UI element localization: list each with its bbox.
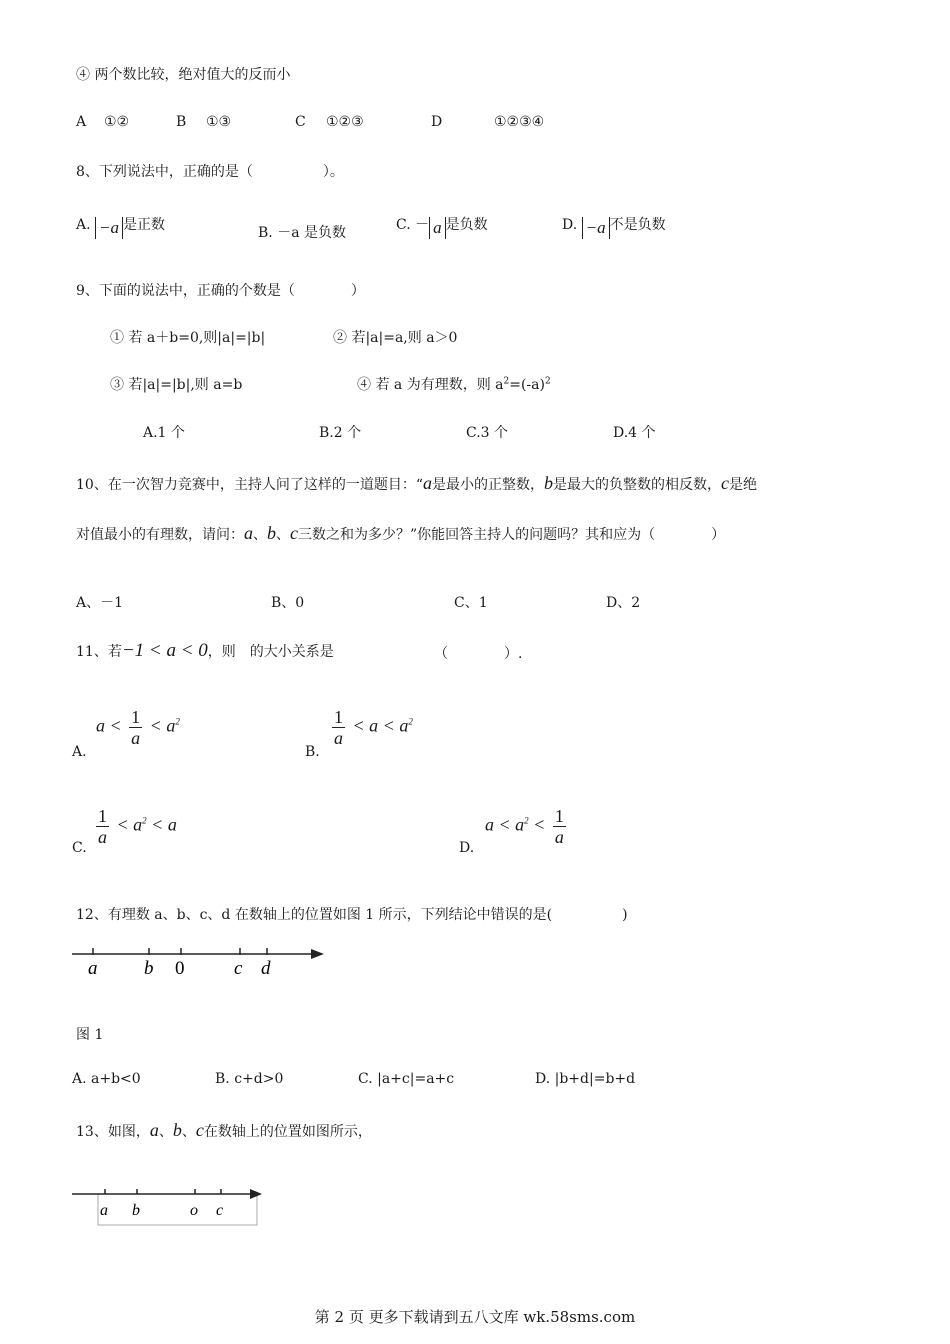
- q13-label-b: b: [132, 1202, 140, 1219]
- q12-label-c: c: [234, 958, 243, 979]
- q12-option-b: B. c+d>0: [215, 1071, 284, 1087]
- q11-c-lt2: <: [151, 814, 164, 835]
- q7-option-d-letter: D: [431, 114, 443, 130]
- q12-label-0: 0: [175, 958, 185, 979]
- q8-option-c-expression: a: [429, 217, 446, 239]
- q13-stem-pre: 13、如图，: [76, 1124, 150, 1140]
- q10-line1-part-b: 是最小的正整数，: [431, 477, 544, 493]
- q13-sep-1: 、: [158, 1124, 173, 1140]
- q11-d-fraction: [553, 806, 566, 847]
- q11-d-var2: a: [515, 814, 525, 835]
- q11-a-frac-num: 1: [131, 707, 141, 727]
- q13-var-b: b: [172, 1120, 182, 1140]
- q11-b-frac-num: 1: [334, 707, 343, 727]
- q10-line1-part-c: 是最大的负整数的相反数，: [552, 477, 721, 493]
- q8-option-a-prefix: A.: [76, 217, 91, 233]
- q8-option-d-expression: −a: [582, 217, 610, 239]
- q8-option-a-expression: −a: [95, 217, 123, 239]
- q10-sep-2: 、: [276, 527, 290, 543]
- q12-label-a: a: [88, 958, 98, 979]
- q9-statement-4-exp2: 2: [544, 376, 551, 387]
- q10-line1-part-a: 10、在一次智力竞赛中，主持人问了这样的一道题目：“: [76, 477, 423, 493]
- q11-stem-pre: 11、若: [76, 644, 122, 660]
- q11-b-exp: 2: [408, 716, 413, 727]
- q7-option-a-value: ①②: [104, 114, 130, 130]
- q9-option-b: B.2 个: [319, 425, 362, 441]
- q8-option-c-suffix: 是负数: [445, 217, 488, 233]
- q11-d-var: a: [485, 814, 494, 835]
- q7-option-b-letter: B: [176, 114, 187, 130]
- q10-var-b: b: [543, 473, 553, 493]
- q11-option-a-expression: [96, 707, 180, 748]
- q10-var-c: c: [720, 473, 729, 493]
- q11-c-lt1: <: [116, 814, 129, 835]
- q13-number-line-figure: [68, 1182, 268, 1228]
- q9-statement-4-mid: =(-a): [509, 377, 545, 393]
- q13-label-a: a: [100, 1202, 108, 1219]
- q11-a-fraction: [129, 707, 142, 748]
- q10-line-2: [76, 523, 725, 544]
- q9-statement-4-pre: ④ 若 a 为有理数，则 a: [357, 377, 504, 393]
- q11-paren: （ ）.: [434, 646, 523, 662]
- q12-label-d: d: [261, 958, 271, 979]
- q9-statement-4: [357, 374, 551, 394]
- q10-option-a: A、－1: [76, 595, 124, 611]
- q8-option-a-suffix: 是正数: [123, 217, 165, 233]
- q11-d-exp: 2: [524, 815, 529, 826]
- q13-stem: [76, 1120, 372, 1141]
- q11-stem: [76, 640, 334, 662]
- q7-option-c-value: ①②③: [326, 114, 364, 130]
- q11-option-c-expression: [93, 806, 177, 847]
- q11-c-fraction: [96, 806, 109, 847]
- q11-d-frac-num: 1: [554, 806, 564, 826]
- q12-option-a: A. a+b<0: [72, 1071, 141, 1087]
- q8-stem: 8、下列说法中，正确的是（ ）。: [76, 164, 344, 180]
- q10-option-b: B、0: [271, 595, 305, 611]
- q12-number-line-figure: [68, 942, 330, 982]
- q11-a-var: a: [96, 715, 105, 736]
- q10-line2-part-b: 三数之和为多少？”你能回答主持人的问题吗？其和应为（ ）: [298, 527, 726, 543]
- q11-b-var2: a: [399, 715, 409, 736]
- q7-option-a-letter: A: [76, 114, 87, 130]
- q11-a-frac-den: a: [131, 728, 141, 748]
- q7-option-c-letter: C: [295, 114, 306, 130]
- q10-line-1: [76, 473, 757, 494]
- q13-var-c: c: [195, 1120, 204, 1140]
- q10-option-c: C、1: [454, 595, 488, 611]
- q10-var-b-2: b: [267, 523, 276, 543]
- q13-sep-2: 、: [181, 1124, 196, 1140]
- q11-c-frac-num: 1: [98, 806, 107, 826]
- q11-b-fraction: [332, 707, 345, 748]
- q12-stem: 12、有理数 a、b、c、d 在数轴上的位置如图 1 所示，下列结论中错误的是( ): [76, 907, 628, 923]
- q9-option-c: C.3 个: [466, 425, 509, 441]
- q12-figure-caption: 图 1: [76, 1027, 104, 1043]
- q10-option-d: D、2: [606, 595, 641, 611]
- q11-a-exp: 2: [175, 716, 180, 727]
- q11-c-var: a: [133, 814, 143, 835]
- q11-d-lt1: <: [498, 814, 511, 835]
- q11-d-lt2: <: [533, 814, 546, 835]
- q9-statement-3: ③ 若|a|=|b|,则 a=b: [110, 377, 243, 393]
- q8-option-d-prefix: D.: [562, 217, 578, 233]
- q12-label-b: b: [144, 958, 154, 979]
- page-footer: 第 2 页 更多下载请到五八文库 wk.58sms.com: [314, 1308, 636, 1326]
- q11-label-b: B.: [305, 744, 320, 760]
- q11-a-var2: a: [166, 715, 176, 736]
- q11-option-b-expression: [329, 707, 413, 748]
- q8-option-d-suffix: 不是负数: [609, 217, 666, 233]
- q8-option-a: [76, 214, 165, 239]
- q11-label-c: C.: [72, 840, 87, 856]
- q13-label-c: c: [216, 1202, 224, 1219]
- q11-option-d-expression: [485, 806, 569, 847]
- q8-option-c-prefix: C. －: [396, 217, 430, 233]
- q10-var-c-2: c: [290, 523, 298, 543]
- q13-var-a: a: [149, 1120, 159, 1140]
- q11-c-exp: 2: [142, 815, 147, 826]
- q10-sep-1: 、: [253, 527, 267, 543]
- q11-a-lt1: <: [109, 715, 122, 736]
- q9-stem: 9、下面的说法中，正确的个数是（ ）: [76, 283, 365, 299]
- q8-option-c: [396, 214, 488, 239]
- q9-statement-2: ② 若|a|=a,则 a＞0: [333, 330, 458, 346]
- q11-condition: −1 < a < 0: [121, 640, 208, 661]
- q11-stem-post: ，则 的大小关系是: [207, 644, 334, 660]
- q10-line2-part-a: 对值最小的有理数，请问：: [76, 527, 244, 543]
- q8-option-b: B. －a 是负数: [258, 225, 346, 241]
- q12-option-c: C. |a+c|=a+c: [358, 1071, 455, 1087]
- q11-b-var: a: [369, 715, 379, 736]
- q9-option-d: D.4 个: [613, 425, 656, 441]
- q7-statement-4: ④ 两个数比较，绝对值大的反而小: [76, 67, 291, 83]
- q9-statement-1: ① 若 a＋b=0,则|a|=|b|: [110, 330, 266, 346]
- q11-b-lt1: <: [352, 715, 365, 736]
- q13-label-o: o: [190, 1202, 198, 1219]
- q10-var-a-2: a: [244, 523, 253, 543]
- q10-line1-part-d: 是绝: [728, 477, 757, 493]
- q7-option-b-value: ①③: [206, 114, 232, 130]
- q11-label-a: A.: [72, 744, 87, 760]
- q11-c-frac-den: a: [98, 827, 107, 847]
- q12-axis-arrow: [311, 949, 324, 959]
- q13-axis-arrow: [250, 1189, 262, 1199]
- q7-option-d-value: ①②③④: [494, 114, 545, 130]
- q9-statement-4-exp1: 2: [503, 376, 510, 387]
- q11-c-var2: a: [167, 814, 177, 835]
- q13-figure-frame: [98, 1194, 257, 1225]
- q11-label-d: D.: [459, 840, 475, 856]
- q11-b-frac-den: a: [334, 728, 343, 748]
- q12-option-d: D. |b+d|=b+d: [535, 1071, 636, 1087]
- q8-option-d: [562, 214, 666, 239]
- q9-option-a: A.1 个: [143, 425, 185, 441]
- q11-a-lt2: <: [149, 715, 162, 736]
- q10-var-a: a: [422, 473, 432, 493]
- q11-d-frac-den: a: [554, 827, 564, 847]
- q13-stem-post: 在数轴上的位置如图所示，: [203, 1124, 372, 1140]
- q11-b-lt2: <: [382, 715, 395, 736]
